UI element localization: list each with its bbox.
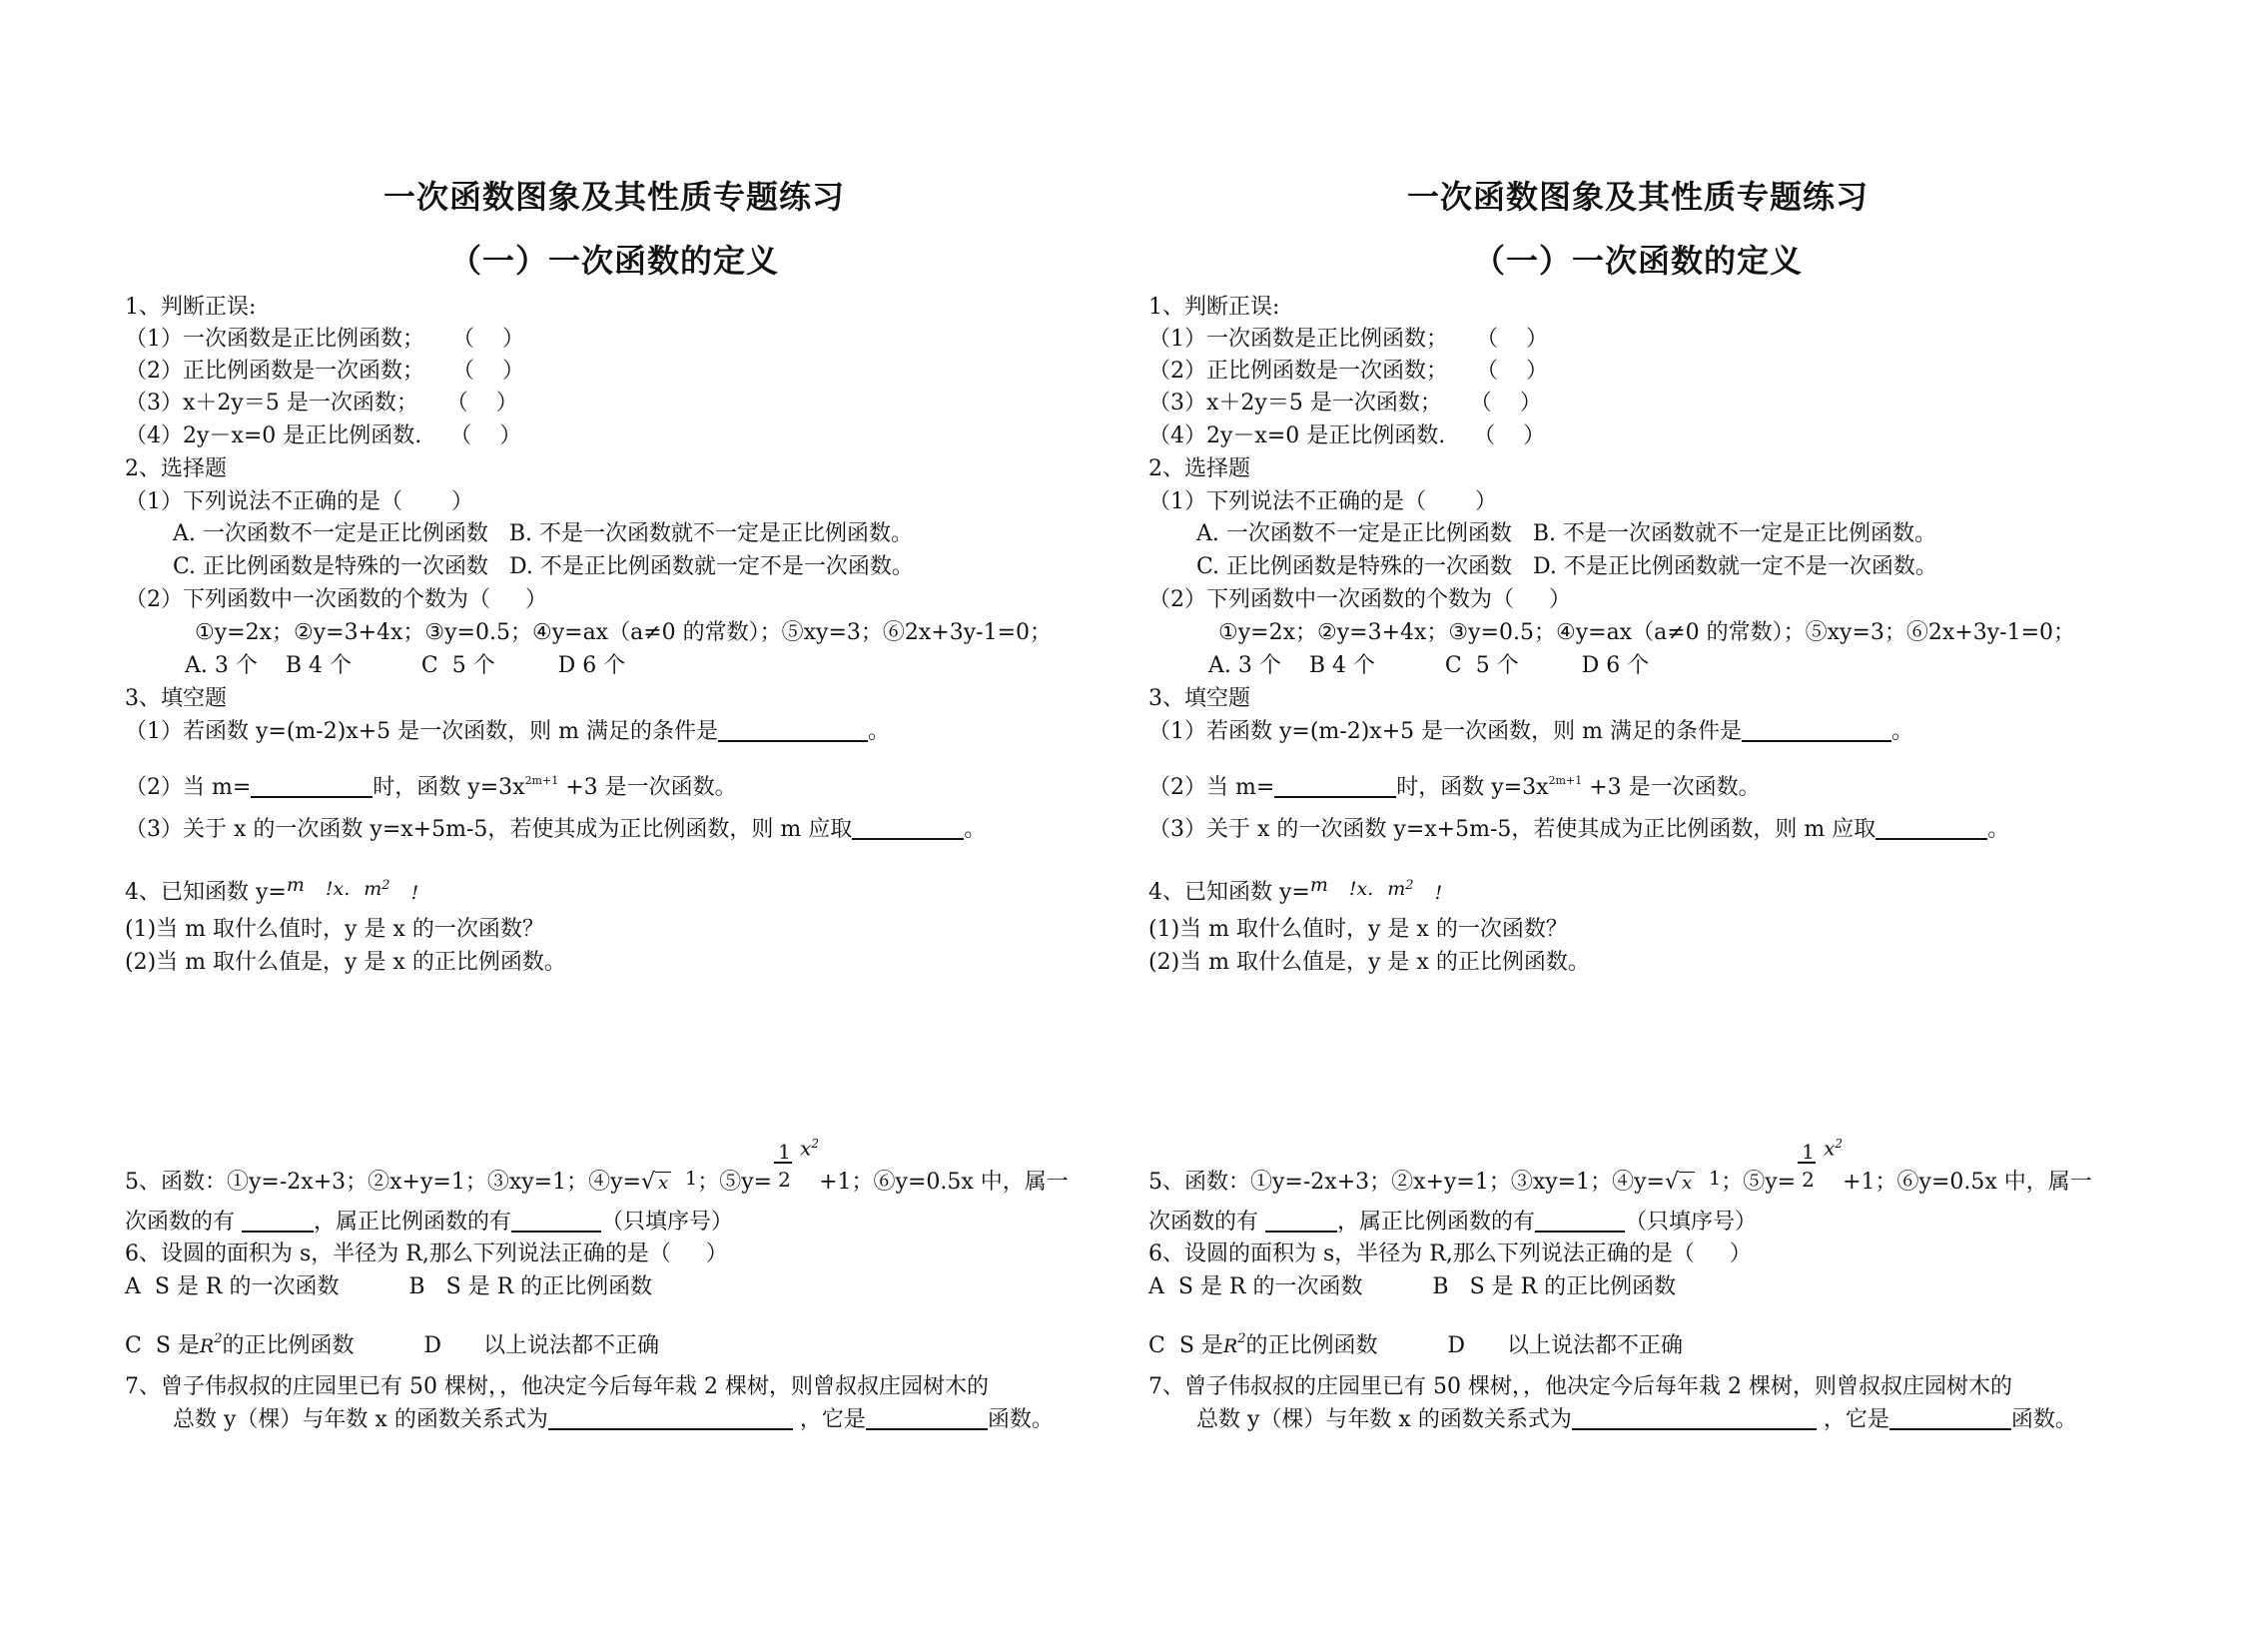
- q3-fill-3: （3）关于 x 的一次函数 y=x+5m-5，若使其成为正比例函数，则 m 应取 。: [1148, 817, 2010, 842]
- q2-options-ab: A. 一次函数不一定是正比例函数 B. 不是一次函数就不一定是正比例函数。: [1196, 521, 1937, 546]
- q2-heading: 2、选择题: [125, 456, 227, 481]
- q2-sub2: （2）下列函数中一次函数的个数为（ ）: [1148, 587, 1571, 612]
- q2-answer-choices: A. 3 个 B 4 个 C 5 个 D 6 个: [185, 653, 626, 678]
- answer-blank[interactable]: [1572, 1406, 1817, 1430]
- q2-options-cd: C. 正比例函数是特殊的一次函数 D. 不是正比例函数就一定不是一次函数。: [173, 554, 914, 579]
- answer-blank[interactable]: [1265, 1209, 1337, 1233]
- q4-formula-m: m: [286, 874, 305, 896]
- q2-function-list: ①y=2x；②y=3+4x；③y=0.5；④y=ax（a≠0 的常数）；⑤xy=3；⑥2x+3y-1=0；: [1218, 620, 2076, 645]
- q6-options-cd: C S 是$R^2$的正比例函数 D 以上说法都不正确: [125, 1331, 660, 1358]
- q2-sub1: （1）下列说法不正确的是（ ）: [1148, 489, 1497, 514]
- q6-heading: 6、设圆的面积为 s，半径为 R,那么下列说法正确的是（ ）: [1148, 1241, 1752, 1266]
- q7-line-1: 7、曾子伟叔叔的庄园里已有 50 棵树，，他决定今后每年栽 2 棵树，则曾叔叔庄园树木的: [125, 1374, 989, 1399]
- q7-line-1: 7、曾子伟叔叔的庄园里已有 50 棵树，，他决定今后每年栽 2 棵树，则曾叔叔庄园树木的: [1148, 1374, 2012, 1399]
- fraction-expression: 1 2 $x^2$: [772, 1168, 798, 1198]
- q4-part-1: (1)当 m 取什么值时，y 是 x 的一次函数？: [1148, 917, 1568, 942]
- q3-fill-3: （3）关于 x 的一次函数 y=x+5m-5，若使其成为正比例函数，则 m 应取 。: [125, 817, 987, 842]
- q2-options-cd: C. 正比例函数是特殊的一次函数 D. 不是正比例函数就一定不是一次函数。: [1196, 554, 1937, 579]
- section-title: （一）一次函数的定义: [448, 242, 779, 280]
- q1-item: （3）x＋2y＝5 是一次函数； （ ）: [125, 391, 518, 415]
- q1-item: （1）一次函数是正比例函数； （ ）: [1148, 327, 1548, 352]
- worksheet-copy-right: [1148, 0, 2177, 1652]
- answer-blank[interactable]: [251, 774, 373, 798]
- q1-heading: 1、判断正误:: [1148, 295, 1280, 320]
- q4-part-2: (2)当 m 取什么值是，y 是 x 的正比例函数。: [1148, 950, 1590, 975]
- q6-options-cd: C S 是$R^2$的正比例函数 D 以上说法都不正确: [1148, 1331, 1684, 1358]
- section-title: （一）一次函数的定义: [1472, 242, 1803, 280]
- answer-blank[interactable]: [1742, 718, 1891, 742]
- q1-heading: 1、判断正误:: [125, 295, 257, 320]
- answer-blank[interactable]: [718, 718, 868, 742]
- q3-fill-1: （1）若函数 y=(m-2)x+5 是一次函数，则 m 满足的条件是 。: [1148, 719, 1914, 744]
- worksheet-copy-left: [125, 0, 1153, 1652]
- answer-blank[interactable]: [1889, 1406, 2011, 1430]
- q4-part-1: (1)当 m 取什么值时，y 是 x 的一次函数？: [125, 917, 544, 942]
- q2-options-ab: A. 一次函数不一定是正比例函数 B. 不是一次函数就不一定是正比例函数。: [173, 521, 914, 546]
- q4-heading: 4、已知函数 y=m !x. $m^2$ !: [125, 874, 419, 905]
- answer-blank[interactable]: [242, 1209, 314, 1233]
- q5-functions: 5、函数：①y=-2x+3；②x+y=1；③xy=1；④y=√ x 1；⑤y= 1 2 $x^2$ +1；⑥y=0.5x 中，属一: [125, 1163, 1069, 1200]
- answer-blank[interactable]: [852, 816, 964, 840]
- sqrt-expression: √ x: [1665, 1167, 1695, 1200]
- q2-answer-choices: A. 3 个 B 4 个 C 5 个 D 6 个: [1208, 653, 1650, 678]
- q2-heading: 2、选择题: [1148, 456, 1250, 481]
- q1-item: （2）正比例函数是一次函数； （ ）: [125, 359, 524, 384]
- q3-heading: 3、填空题: [125, 686, 227, 711]
- answer-blank[interactable]: [1274, 774, 1396, 798]
- q1-item: （4）2y－x=0 是正比例函数. （ ）: [125, 423, 522, 448]
- q4-part-2: (2)当 m 取什么值是，y 是 x 的正比例函数。: [125, 950, 566, 975]
- q4-heading: 4、已知函数 y=m !x. $m^2$ !: [1148, 874, 1443, 905]
- q1-item: （3）x＋2y＝5 是一次函数； （ ）: [1148, 391, 1542, 415]
- q7-line-2: 总数 y（棵）与年数 x 的函数关系式为 ，它是 函数。: [173, 1407, 1054, 1432]
- q1-item: （2）正比例函数是一次函数； （ ）: [1148, 359, 1548, 384]
- q6-options-ab: A S 是 R 的一次函数 B S 是 R 的正比例函数: [125, 1274, 653, 1299]
- q5-answer-line: 次函数的有 ，属正比例函数的有 （只填序号）: [1148, 1210, 1758, 1235]
- answer-blank[interactable]: [511, 1209, 601, 1233]
- q1-item: （4）2y－x=0 是正比例函数. （ ）: [1148, 423, 1546, 448]
- answer-blank[interactable]: [548, 1406, 793, 1430]
- answer-blank[interactable]: [866, 1406, 988, 1430]
- answer-blank[interactable]: [1535, 1209, 1625, 1233]
- q6-heading: 6、设圆的面积为 s，半径为 R,那么下列说法正确的是（ ）: [125, 1241, 728, 1266]
- page-title: 一次函数图象及其性质专题练习: [1406, 178, 1868, 216]
- q3-fill-2: （2）当 m= 时，函数 $y=3x^{2m+1} +3$ 是一次函数。: [125, 774, 737, 800]
- q1-item: （1）一次函数是正比例函数； （ ）: [125, 327, 524, 352]
- fraction-expression: 1 2 $x^2$: [1796, 1168, 1822, 1198]
- q6-options-ab: A S 是 R 的一次函数 B S 是 R 的正比例函数: [1148, 1274, 1677, 1299]
- q3-heading: 3、填空题: [1148, 686, 1250, 711]
- q2-function-list: ①y=2x；②y=3+4x；③y=0.5；④y=ax（a≠0 的常数）；⑤xy=3；⑥2x+3y-1=0；: [195, 620, 1053, 645]
- q3-fill-2: （2）当 m= 时，函数 $y=3x^{2m+1} +3$ 是一次函数。: [1148, 774, 1761, 800]
- sqrt-expression: √ x: [641, 1167, 671, 1200]
- q4-formula-m: m: [1309, 874, 1328, 896]
- q3-fill-1: （1）若函数 y=(m-2)x+5 是一次函数，则 m 满足的条件是 。: [125, 719, 891, 744]
- q2-sub1: （1）下列说法不正确的是（ ）: [125, 489, 473, 514]
- q5-answer-line: 次函数的有 ，属正比例函数的有 （只填序号）: [125, 1210, 734, 1235]
- q2-sub2: （2）下列函数中一次函数的个数为（ ）: [125, 587, 547, 612]
- answer-blank[interactable]: [1875, 816, 1987, 840]
- q5-functions: 5、函数：①y=-2x+3；②x+y=1；③xy=1；④y=√ x 1；⑤y= 1 2 $x^2$ +1；⑥y=0.5x 中，属一: [1148, 1163, 2092, 1200]
- page-title: 一次函数图象及其性质专题练习: [382, 178, 845, 216]
- q7-line-2: 总数 y（棵）与年数 x 的函数关系式为 ，它是 函数。: [1196, 1407, 2077, 1432]
